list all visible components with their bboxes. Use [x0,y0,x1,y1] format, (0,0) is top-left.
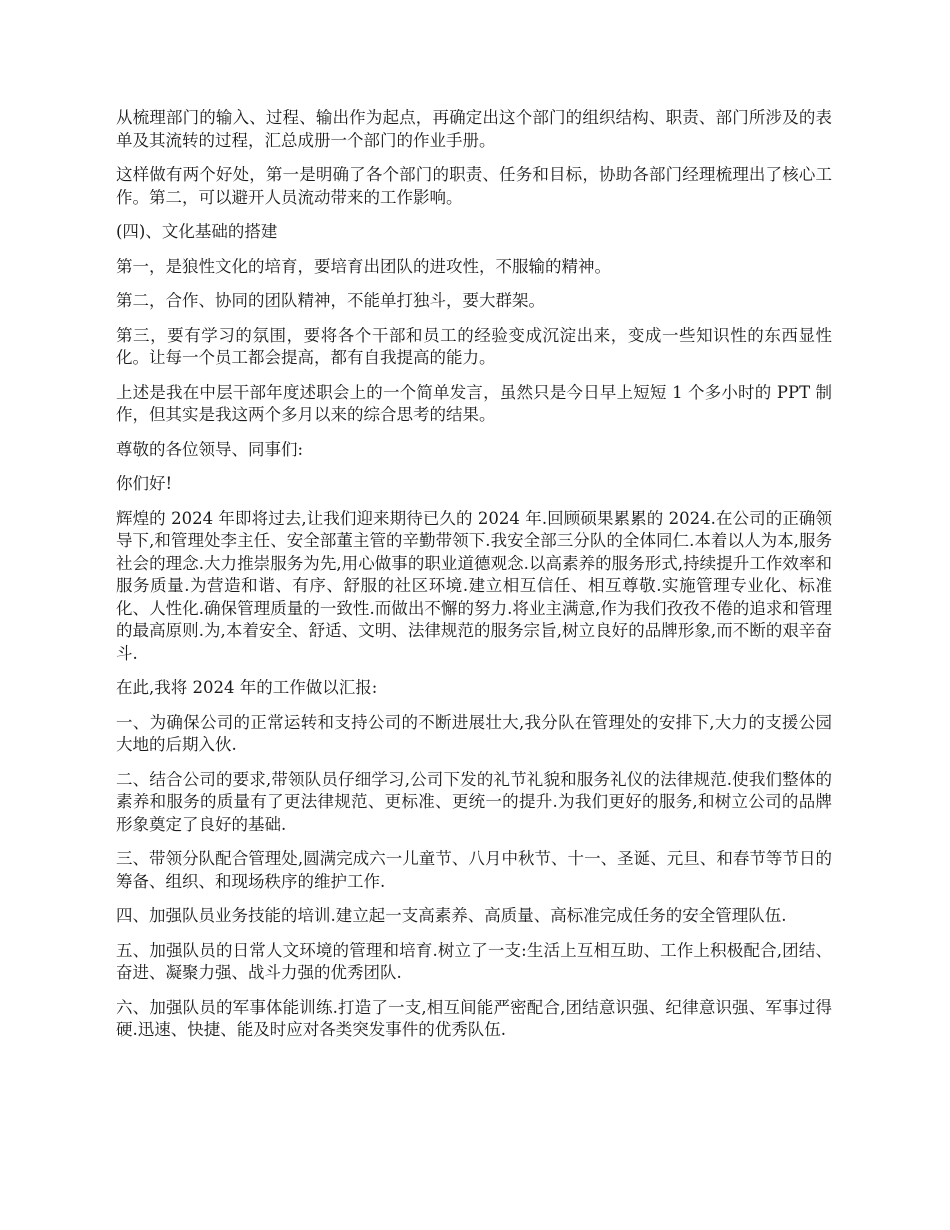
greeting: 你们好! [116,474,173,493]
list-item-3: 三、带领分队配合管理处,圆满完成六一儿童节、八月中秋节、十一、圣诞、元旦、和春节等节日的筹备、组织、和现场秩序的维护工作. [116,849,832,891]
list-item-1: 一、为确保公司的正常运转和支持公司的不断进展壮大,我分队在管理处的安排下,大力的支援公园大地的后期入伙. [116,712,832,754]
list-item-4: 四、加强队员业务技能的培训.建立起一支高素养、高质量、高标准完成任务的安全管理队伍. [116,906,787,925]
list-item-5: 五、加强队员的日常人文环境的管理和培育.树立了一支:生活上互相互助、工作上积极配合,团结、奋进、凝聚力强、战斗力强的优秀团队. [116,940,832,982]
paragraph-2: 这样做有两个好处，第一是明确了各个部门的职责、任务和目标，协助各部门经理梳理出了核心工作。第二，可以避开人员流动带来的工作影响。 [116,165,832,207]
salutation: 尊敬的各位领导、同事们: [116,439,304,459]
paragraph-1: 从梳理部门的输入、过程、输出作为起点，再确定出这个部门的组织结构、职责、部门所涉及的表单及其流转的过程，汇总成册一个部门的作业手册。 [116,108,832,150]
paragraph-4: 第二，合作、协同的团队精神，不能单打独斗，要大群架。 [116,291,545,310]
paragraph-6: 上述是我在中层干部年度述职会上的一个简单发言，虽然只是今日早上短短 1 个多小时的 PPT 制作，但其实是我这两个多月以来的综合思考的结果。 [116,382,832,424]
paragraph-report-lead: 在此,我将 2024 年的工作做以汇报: [116,678,378,697]
paragraph-intro: 辉煌的 2024 年即将过去,让我们迎来期待已久的 2024 年.回顾硕果累累的 2024.在公司的正确领导下,和管理处李主任、安全部董主管的辛勤带领下.我安全部三分队的全体同仁.本着以人为本,服务社会的理念.大力推崇服务为先,用心做事的职业道德观念.以高素养的服务形式,持续提升工作效率和服务质量.为营造和谐、有序、舒服的社区环境.建立相互信任、相互尊敬.实施管理专业化、标准化、人性化.确保管理质量的一致性.而做出不懈的努力.将业主满意,作为我们孜孜不倦的追求和管理的最高原则.为,本着安全、舒适、文明、法律规范的服务宗旨,树立良好的品牌形象,而不断的艰辛奋斗. [116,508,832,663]
section-heading-culture: (四)、文化基础的搭建 [116,222,278,241]
paragraph-3: 第一，是狼性文化的培育，要培育出团队的进攻性，不服输的精神。 [116,256,611,276]
list-item-6: 六、加强队员的军事体能训练.打造了一支,相互间能严密配合,团结意识强、纪律意识强、军事过得硬.迅速、快捷、能及时应对各类突发事件的优秀队伍. [116,997,832,1039]
list-item-2: 二、结合公司的要求,带领队员仔细学习,公司下发的礼节礼貌和服务礼仪的法律规范.使我们整体的素养和服务的质量有了更法律规范、更标准、更统一的提升.为我们更好的服务,和树立公司的品牌形象奠定了良好的基础. [116,769,832,834]
paragraph-5: 第三，要有学习的氛围，要将各个干部和员工的经验变成沉淀出来，变成一些知识性的东西显性化。让每一个员工都会提高，都有自我提高的能力。 [116,325,832,367]
